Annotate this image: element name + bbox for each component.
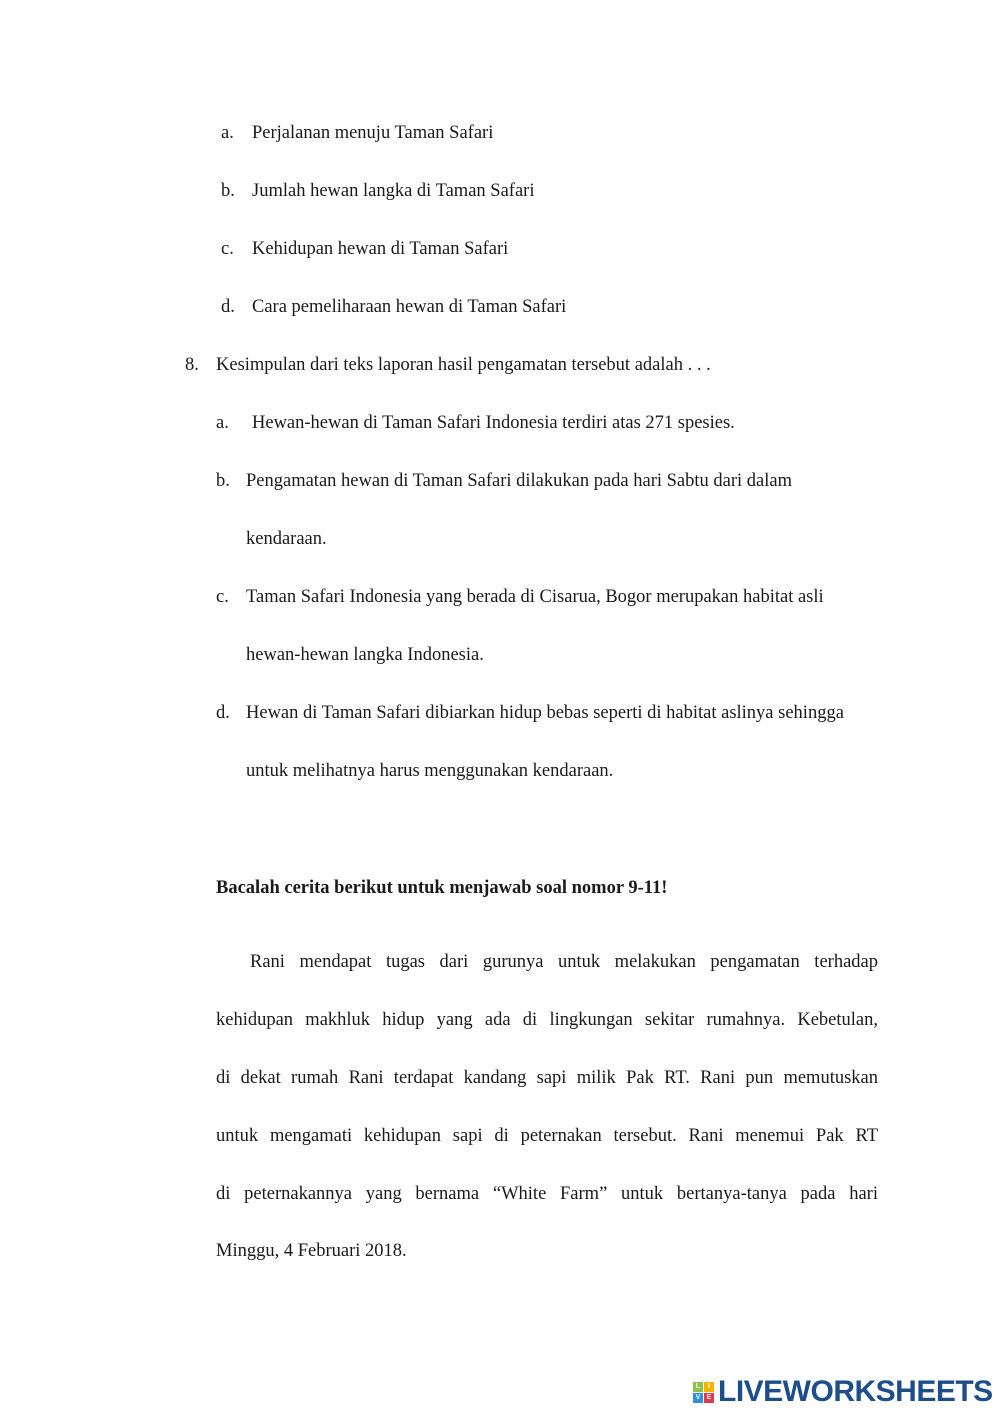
option-label: d.: [216, 703, 230, 723]
option-label: c.: [221, 239, 234, 259]
story-line: di dekat rumah Rani terdapat kandang sapi milik Pak RT. Rani pun memutuskan: [216, 1068, 878, 1088]
story-line: kehidupan makhluk hidup yang ada di lingkungan sekitar rumahnya. Kebetulan,: [216, 1010, 878, 1030]
option-text: Kehidupan hewan di Taman Safari: [252, 239, 509, 259]
logo-tile: I: [704, 1382, 714, 1392]
story-line: di peternakannya yang bernama “White Farm” untuk bertanya-tanya pada hari: [216, 1184, 878, 1204]
story-line: Minggu, 4 Februari 2018.: [216, 1241, 407, 1261]
logo-tile: V: [693, 1393, 703, 1403]
logo-text: LIVEWORKSHEETS: [718, 1375, 993, 1408]
option-label: c.: [216, 587, 229, 607]
option-text: Jumlah hewan langka di Taman Safari: [252, 181, 535, 201]
story-line: Rani mendapat tugas dari gurunya untuk melakukan pengamatan terhadap: [250, 952, 878, 972]
option-label: a.: [216, 413, 229, 433]
option-label: d.: [221, 297, 235, 317]
logo-tiles-icon: [693, 1382, 714, 1403]
option-text: untuk melihatnya harus menggunakan kendaraan.: [246, 761, 614, 781]
option-label: b.: [216, 471, 230, 491]
option-text: Pengamatan hewan di Taman Safari dilakukan pada hari Sabtu dari dalam: [246, 471, 792, 491]
option-text: Cara pemeliharaan hewan di Taman Safari: [252, 297, 567, 317]
story-line: untuk mengamati kehidupan sapi di peternakan tersebut. Rani menemui Pak RT: [216, 1126, 878, 1146]
instruction-heading: Bacalah cerita berikut untuk menjawab soal nomor 9-11!: [216, 878, 668, 898]
option-text: Hewan di Taman Safari dibiarkan hidup bebas seperti di habitat aslinya sehingga: [246, 703, 844, 723]
logo-tile: L: [693, 1382, 703, 1392]
question-text: Kesimpulan dari teks laporan hasil pengamatan tersebut adalah . . .: [216, 355, 711, 375]
option-text: Taman Safari Indonesia yang berada di Cisarua, Bogor merupakan habitat asli: [246, 587, 824, 607]
liveworksheets-logo: [693, 1375, 993, 1409]
option-label: a.: [221, 123, 234, 143]
question-number: 8.: [185, 355, 199, 375]
option-text: kendaraan.: [246, 529, 327, 549]
logo-tile: E: [704, 1393, 714, 1403]
option-text: Perjalanan menuju Taman Safari: [252, 123, 494, 143]
option-label: b.: [221, 181, 235, 201]
option-text: Hewan-hewan di Taman Safari Indonesia terdiri atas 271 spesies.: [252, 413, 735, 433]
option-text: hewan-hewan langka Indonesia.: [246, 645, 484, 665]
